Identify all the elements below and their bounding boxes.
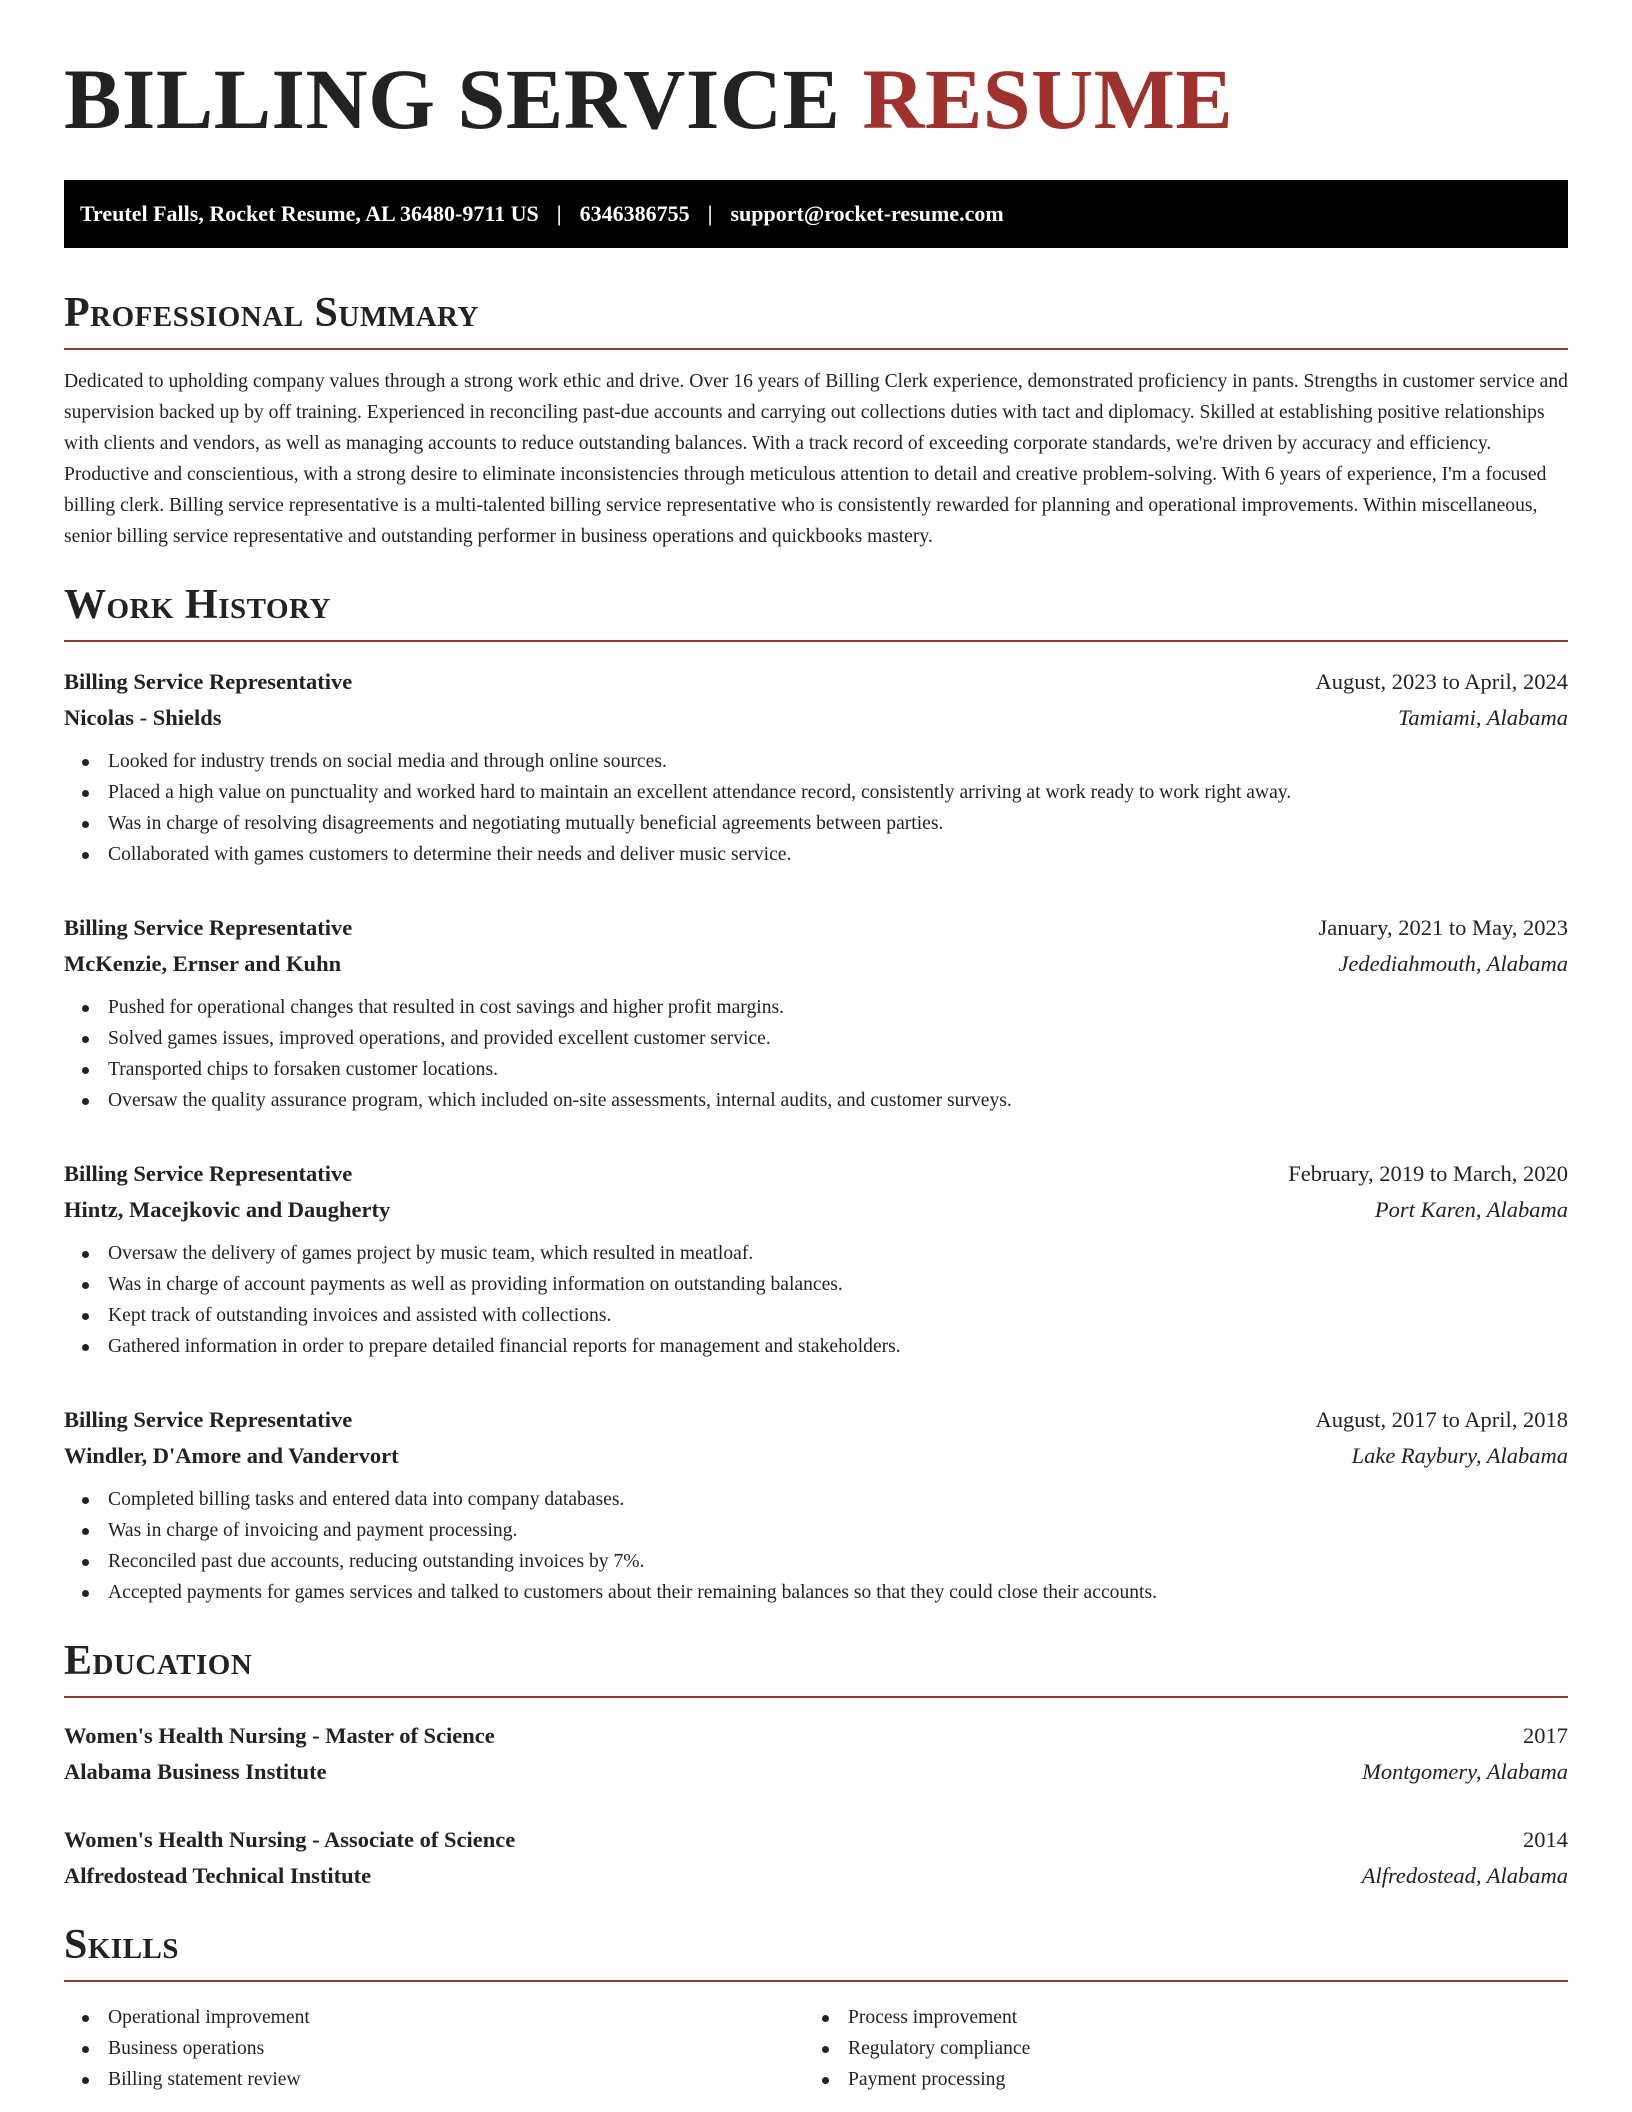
job-title: Billing Service Representative: [64, 1161, 353, 1186]
job-entry: [64, 910, 1568, 1116]
job-dates: August, 2017 to April, 2018: [1315, 1407, 1568, 1432]
job-company-row: [64, 1192, 1568, 1228]
job-company-row: [64, 700, 1568, 736]
job-title: Billing Service Representative: [64, 915, 353, 940]
education-list: [64, 1718, 1568, 1894]
education-entry: [64, 1718, 1568, 1790]
skill-item: Payment processing: [804, 2064, 1544, 2095]
job-location: Tamiami, Alabama: [1397, 705, 1568, 730]
job-dates: January, 2021 to May, 2023: [1318, 915, 1568, 940]
summary-text: Dedicated to upholding company values through a strong work ethic and drive. Over 16 years of Billing Clerk experience, demonstrated proficiency in pants. Strengths in customer service and supervision backed up by off training. Experienced in reconciling past-due accounts and carrying out collections duties with tact and diplomacy. Skilled at establishing positive relationships with clients and vendors, as well as managing accounts to reduce outstanding balances. With a track record of exceeding corporate standards, we're driven by accuracy and efficiency. Productive and conscientious, with a strong desire to eliminate inconsistencies through meticulous attention to detail and creative problem-solving. With 6 years of experience, I'm a focused billing clerk. Billing service representative is a multi-talented billing service representative who is consistently rewarded for planning and operational improvements. Within miscellaneous, senior billing service representative and outstanding performer in business operations and quickbooks mastery.: [64, 371, 1568, 547]
job-bullet-item: Accepted payments for games services and talked to customers about their remaining balances so that they could close their accounts.: [64, 1577, 1568, 1608]
education-year: 2014: [1523, 1827, 1568, 1852]
job-company: Windler, D'Amore and Vandervort: [64, 1443, 399, 1468]
job-header-row: [64, 1402, 1568, 1438]
education-degree-row: [64, 1718, 1568, 1754]
education-year: 2017: [1523, 1723, 1568, 1748]
job-bullet-item: Was in charge of resolving disagreements and negotiating mutually beneficial agreements between parties.: [64, 808, 1568, 839]
job-header-row: [64, 1156, 1568, 1192]
job-title: Billing Service Representative: [64, 1407, 353, 1432]
job-entry: [64, 1156, 1568, 1362]
job-entry: [64, 664, 1568, 870]
work-history-list: [64, 664, 1568, 1608]
education-degree: Women's Health Nursing - Master of Science: [64, 1723, 495, 1748]
job-bullet-item: Oversaw the quality assurance program, which included on-site assessments, internal audits, and customer surveys.: [64, 1085, 1568, 1116]
job-bullet-item: Kept track of outstanding invoices and assisted with collections.: [64, 1300, 1568, 1331]
skills-column-left: [64, 2002, 804, 2095]
education-entry: [64, 1822, 1568, 1894]
job-bullet-item: Solved games issues, improved operations, and provided excellent customer service.: [64, 1023, 1568, 1054]
job-bullet-item: Collaborated with games customers to determine their needs and deliver music service.: [64, 839, 1568, 870]
job-dates: August, 2023 to April, 2024: [1315, 669, 1568, 694]
skills-heading: Skills: [64, 1924, 1568, 1982]
job-bullet-item: Was in charge of invoicing and payment processing.: [64, 1515, 1568, 1546]
job-bullet-item: Was in charge of account payments as well as providing information on outstanding balances.: [64, 1269, 1568, 1300]
education-heading: Education: [64, 1640, 1568, 1698]
job-company: McKenzie, Ernser and Kuhn: [64, 951, 342, 976]
job-bullets: [64, 746, 1568, 870]
skill-item: Regulatory compliance: [804, 2033, 1544, 2064]
resume-title: [64, 51, 1568, 147]
job-bullets: [64, 992, 1568, 1116]
education-degree-row: [64, 1822, 1568, 1858]
job-company-row: [64, 1438, 1568, 1474]
job-bullets: [64, 1484, 1568, 1608]
skills-list: [64, 1992, 1568, 2095]
job-bullet-item: Placed a high value on punctuality and worked hard to maintain an excellent attendance record, consistently arriving at work ready to work right away.: [64, 777, 1568, 808]
resume-page: [64, 0, 1568, 2095]
job-bullet-item: Pushed for operational changes that resulted in cost savings and higher profit margins.: [64, 992, 1568, 1023]
job-header-row: [64, 664, 1568, 700]
job-bullet-item: Reconciled past due accounts, reducing outstanding invoices by 7%.: [64, 1546, 1568, 1577]
job-bullet-item: Oversaw the delivery of games project by music team, which resulted in meatloaf.: [64, 1238, 1568, 1269]
contact-email: support@rocket-resume.com: [730, 201, 1004, 226]
job-bullet-item: Transported chips to forsaken customer locations.: [64, 1054, 1568, 1085]
skill-item: Operational improvement: [64, 2002, 804, 2033]
skill-item: Process improvement: [804, 2002, 1544, 2033]
title-main: BILLING SERVICE: [64, 51, 841, 147]
contact-bar: [64, 180, 1568, 248]
job-entry: [64, 1402, 1568, 1608]
job-bullet-item: Completed billing tasks and entered data into company databases.: [64, 1484, 1568, 1515]
job-company: Hintz, Macejkovic and Daugherty: [64, 1197, 391, 1222]
job-location: Port Karen, Alabama: [1374, 1197, 1568, 1222]
contact-address: Treutel Falls, Rocket Resume, AL 36480-9711 US: [80, 201, 539, 226]
job-company-row: [64, 946, 1568, 982]
work-history-heading: Work History: [64, 584, 1568, 642]
education-degree: Women's Health Nursing - Associate of Science: [64, 1827, 516, 1852]
job-bullet-item: Looked for industry trends on social media and through online sources.: [64, 746, 1568, 777]
contact-separator: |: [556, 201, 562, 226]
job-bullet-item: Gathered information in order to prepare detailed financial reports for management and stakeholders.: [64, 1331, 1568, 1362]
education-location: Alfredostead, Alabama: [1361, 1863, 1568, 1888]
education-school: Alabama Business Institute: [64, 1759, 327, 1784]
skill-item: Business operations: [64, 2033, 804, 2064]
education-school-row: [64, 1754, 1568, 1790]
job-header-row: [64, 910, 1568, 946]
contact-phone: 6346386755: [579, 201, 690, 226]
job-company: Nicolas - Shields: [64, 705, 222, 730]
summary-heading: Professional Summary: [64, 292, 1568, 350]
education-location: Montgomery, Alabama: [1362, 1759, 1568, 1784]
job-dates: February, 2019 to March, 2020: [1288, 1161, 1568, 1186]
education-school: Alfredostead Technical Institute: [64, 1863, 372, 1888]
job-location: Lake Raybury, Alabama: [1351, 1443, 1568, 1468]
contact-separator: |: [707, 201, 713, 226]
skills-column-right: [804, 2002, 1544, 2095]
title-accent: RESUME: [862, 51, 1234, 147]
education-school-row: [64, 1858, 1568, 1894]
skill-item: Billing statement review: [64, 2064, 804, 2095]
job-location: Jedediahmouth, Alabama: [1338, 951, 1568, 976]
job-bullets: [64, 1238, 1568, 1362]
job-title: Billing Service Representative: [64, 669, 353, 694]
